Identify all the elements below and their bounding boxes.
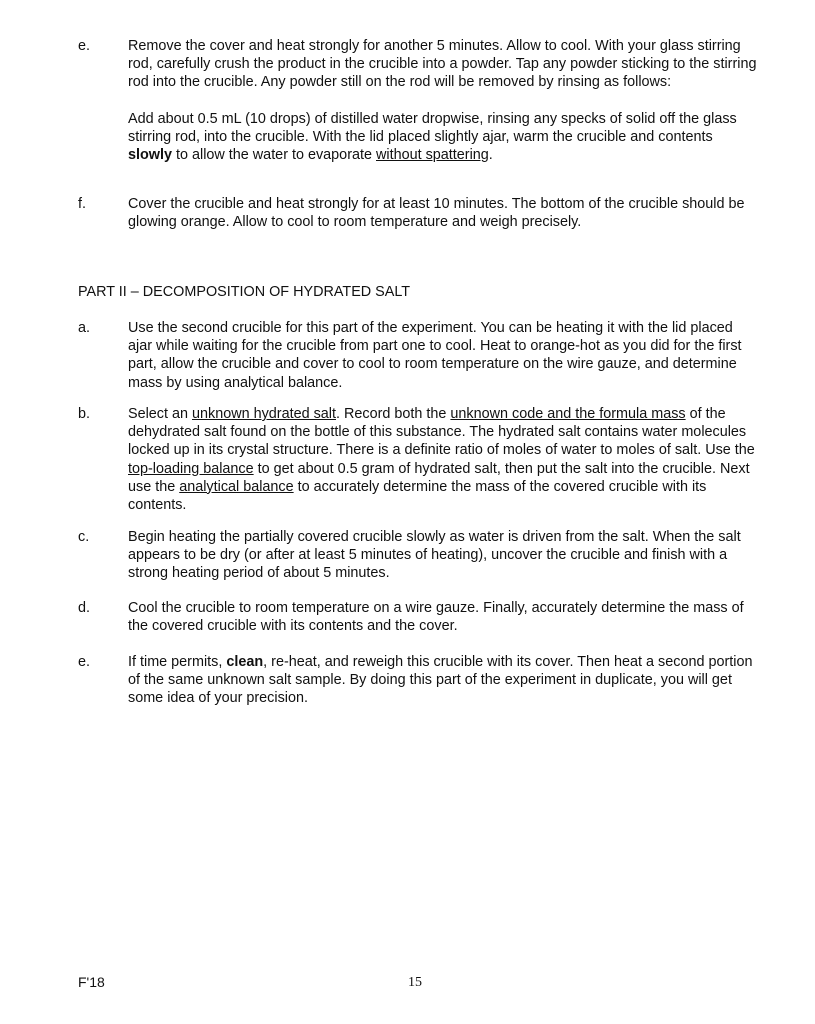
underlined-text: top-loading balance [128, 460, 254, 477]
text-run: to get about 0.5 gram of hydrated salt, then put the salt into the crucible. Next use the [128, 460, 750, 495]
step-paragraph: Remove the cover and heat strongly for another 5 minutes. Allow to cool. With your glass stirring rod, carefully crush the product in the crucible into a powder. Tap any powder sticking to the stirring rod into the crucible. Any powder still on the rod will be removed by rinsing as follows: [128, 38, 757, 91]
step-paragraph: Cover the crucible and heat strongly for at least 10 minutes. The bottom of the crucible should be glowing orange. Allow to cool to room temperature and weigh precisely. [128, 196, 745, 231]
step-label: a. [78, 320, 91, 336]
step-body [128, 528, 758, 583]
bold-text: slowly [128, 147, 172, 164]
bold-text: clean [226, 654, 264, 670]
section-heading: PART II – DECOMPOSITION OF HYDRATED SALT [78, 284, 411, 300]
step-paragraph: Begin heating the partially covered crucible slowly as water is driven from the salt. When the salt appears to be dry (or after at least 5 minutes of heating), uncover the crucible and finish with a strong heating period of about 5 minutes. [128, 529, 741, 582]
page-number: 15 [408, 975, 422, 990]
text-run: . [488, 147, 493, 164]
step-paragraph [128, 405, 758, 514]
step-body [128, 37, 758, 164]
step-paragraph: Cool the crucible to room temperature on a wire gauze. Finally, accurately determine the mass of the covered crucible with its contents and the cover. [128, 600, 744, 635]
footer-semester: F'18 [78, 974, 105, 990]
underlined-text: unknown code and the formula mass [450, 406, 686, 422]
step-label: e. [78, 654, 91, 670]
step-paragraph: Use the second crucible for this part of the experiment. You can be heating it with the lid placed ajar while waiting for the crucible from part one to cool. Heat to orange-hot as you did for the first part, allow the crucible and cover to cool to room temperature on the wire gauze, and determine mass by using analytical balance. [128, 320, 742, 391]
text-run: Add about 0.5 mL (10 drops) of distilled water dropwise, rinsing any specks of solid off the glass stirring rod, into the crucible. With the lid placed slightly ajar, warm the crucible and contents [128, 110, 737, 145]
text-run: to accurately determine the mass of the covered crucible with its contents. [128, 478, 707, 514]
underlined-text: without spattering [376, 147, 489, 164]
text-run: , re-heat, and reweigh this crucible with its cover. Then heat a second portion of the same unknown salt sample. By doing this part of the experiment in duplicate, you will get some idea of your precision. [128, 654, 753, 707]
underlined-text: analytical balance [179, 478, 294, 495]
text-run: If time permits, [128, 654, 227, 670]
step-body [128, 405, 758, 514]
step-body [128, 653, 758, 708]
step-label: e. [78, 38, 91, 54]
text-run: to allow the water to evaporate [172, 147, 376, 164]
step-paragraph-rinse [128, 110, 758, 165]
text-run: of the dehydrated salt found on the bottle of this substance. The hydrated salt contains water molecules locked up in its crystal structure. There is a definite ratio of moles of water to moles of salt. Use the [128, 406, 755, 459]
step-label: f. [78, 196, 86, 212]
underlined-text: unknown hydrated salt [192, 406, 336, 422]
step-body [128, 319, 758, 392]
text-run: . Record both the [336, 406, 451, 422]
text-run: Select an [128, 406, 192, 422]
step-body [128, 195, 758, 231]
step-body [128, 599, 758, 635]
step-label: c. [78, 529, 90, 545]
step-label: b. [78, 406, 91, 422]
step-paragraph [128, 653, 758, 708]
step-label: d. [78, 600, 91, 616]
